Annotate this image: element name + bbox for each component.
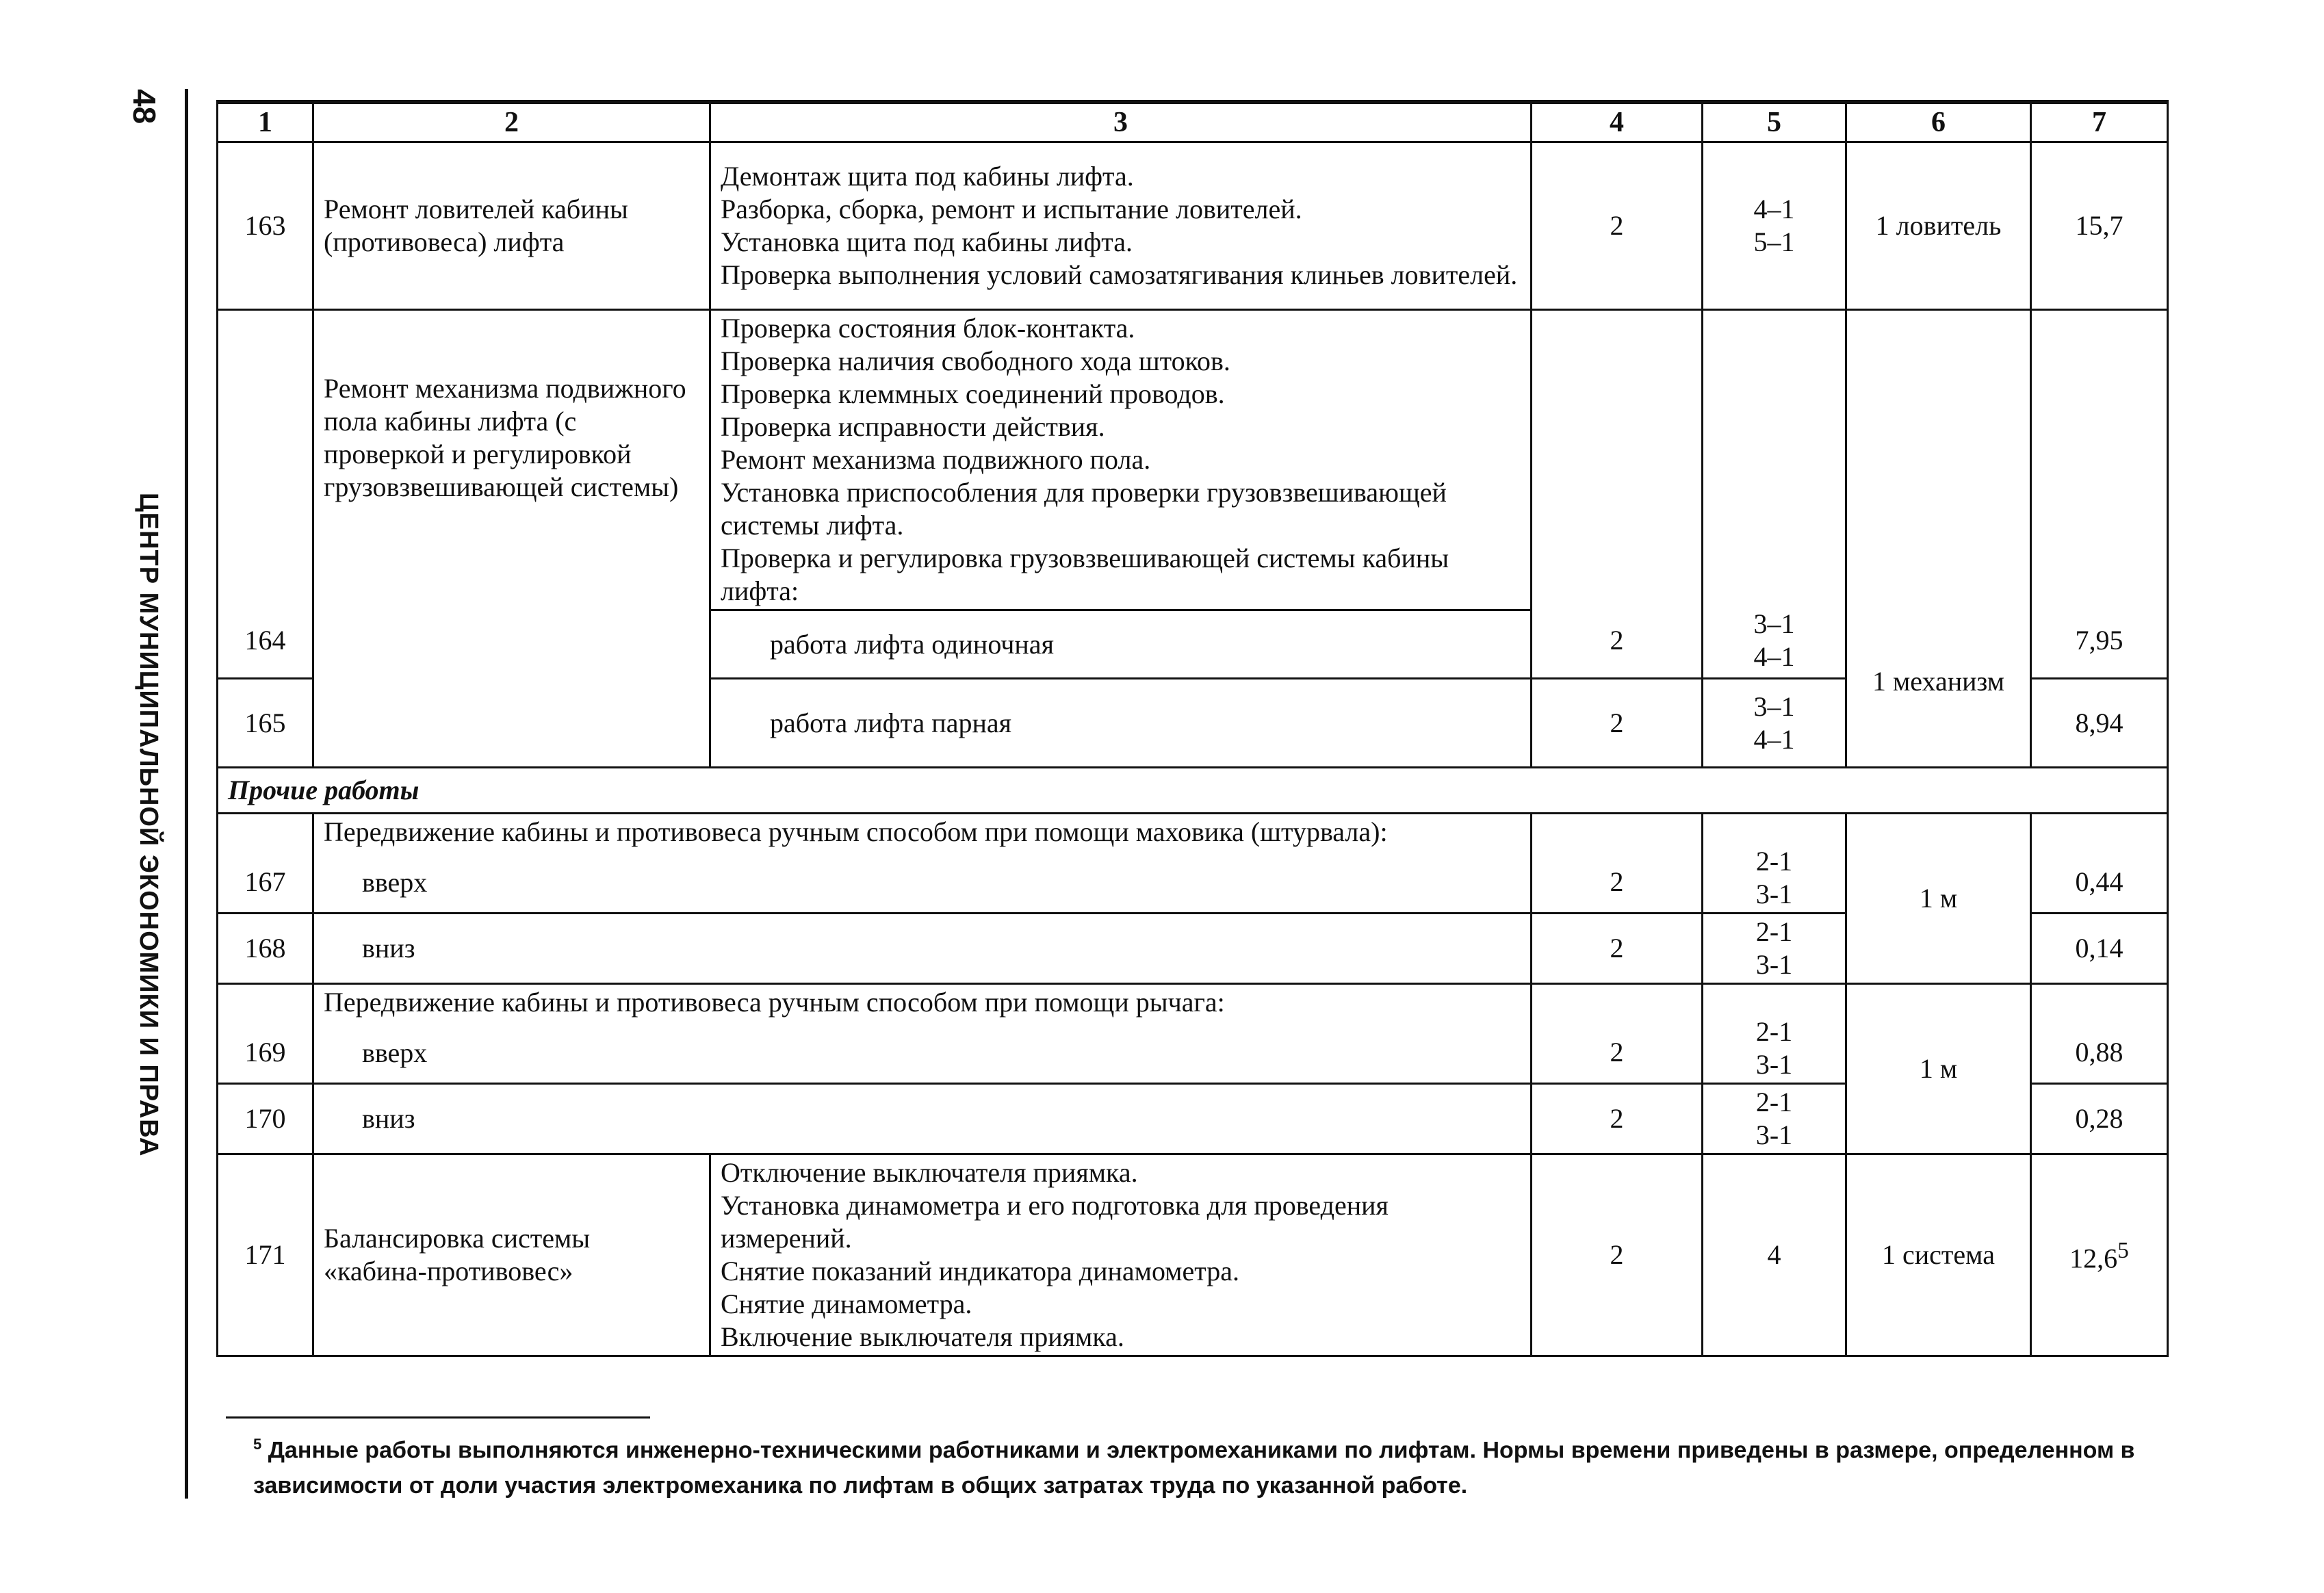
sub-operation: вверх — [313, 1024, 1532, 1084]
operation: Проверка и регулировка грузовзвешивающей системы кабины лифта: — [721, 543, 1449, 606]
norm-value: 15,7 — [2031, 142, 2168, 310]
operation: Демонтаж щита под кабины лифта. — [721, 161, 1134, 192]
row-number: 164 — [218, 310, 313, 679]
footnote-ref: 5 — [2117, 1238, 2129, 1264]
col-header-2: 2 — [313, 102, 710, 142]
col5-value — [1703, 310, 1846, 679]
operation: Снятие динамометра. — [721, 1288, 972, 1319]
operations-list — [710, 1154, 1532, 1356]
col5-value: 4 — [1703, 1154, 1846, 1356]
norm-value: 0,14 — [2031, 914, 2168, 984]
sub-operation: вниз — [313, 1084, 1532, 1154]
operation: Проверка наличия свободного хода штоков. — [721, 346, 1230, 376]
group-title: Передвижение кабины и противовеса ручным способом при помощи маховика (штурвала): — [313, 814, 1532, 853]
col5-value — [1703, 914, 1846, 984]
col4-value: 2 — [1532, 1154, 1703, 1356]
row-number: 168 — [218, 914, 313, 984]
norm-value: 7,95 — [2031, 310, 2168, 679]
norm-value: 8,94 — [2031, 679, 2168, 768]
col5-line: 2-1 — [1755, 1087, 1793, 1117]
col5-line: 2-1 — [1755, 846, 1793, 877]
operation: Установка динамометра и его подготовка для проведения измерений. — [721, 1190, 1389, 1254]
col4-value: 2 — [1532, 1084, 1703, 1154]
operations-list — [710, 310, 1532, 610]
table-row-171 — [218, 1154, 2168, 1356]
operation: Разборка, сборка, ремонт и испытание ловителей. — [721, 194, 1302, 224]
sub-operation: работа лифта одиночная — [710, 610, 1532, 679]
operation: Включение выключателя приямка. — [721, 1321, 1124, 1352]
col4-value: 2 — [1532, 679, 1703, 768]
footnote-mark: 5 — [253, 1436, 262, 1453]
col5-line: 3-1 — [1755, 1049, 1793, 1080]
work-name: Ремонт механизма подвижного пола кабины лифта (с проверкой и регулировкой грузовзвешивающей системы) — [313, 310, 710, 768]
row-number: 169 — [218, 984, 313, 1084]
sub-operation: вниз — [313, 914, 1532, 984]
group-title-row — [218, 984, 2168, 1024]
sub-operation: вверх — [313, 853, 1532, 914]
col-header-7: 7 — [2031, 102, 2168, 142]
sub-operation: работа лифта парная — [710, 679, 1532, 768]
col4-value: 2 — [1532, 984, 1703, 1084]
margin-rule — [185, 89, 188, 1499]
section-title: Прочие работы — [218, 768, 2168, 814]
col5-line: 2-1 — [1755, 1016, 1793, 1047]
norms-table — [216, 100, 2169, 1357]
col5-line: 3-1 — [1755, 1119, 1793, 1150]
col5-line: 3-1 — [1755, 949, 1793, 980]
col-header-3: 3 — [710, 102, 1532, 142]
operation: Установка приспособления для проверки грузовзвешивающей системы лифта. — [721, 477, 1447, 541]
unit: 1 механизм — [1846, 310, 2031, 768]
page-number: 48 — [127, 89, 162, 125]
row-number: 167 — [218, 814, 313, 914]
group-title: Передвижение кабины и противовеса ручным способом при помощи рычага: — [313, 984, 1532, 1024]
operation: Снятие показаний индикатора динамометра. — [721, 1256, 1239, 1286]
row-number: 170 — [218, 1084, 313, 1154]
col-header-1: 1 — [218, 102, 313, 142]
header-row — [218, 102, 2168, 142]
col5-line: 3-1 — [1755, 879, 1793, 909]
norm-value: 0,28 — [2031, 1084, 2168, 1154]
col-header-5: 5 — [1703, 102, 1846, 142]
operation: Отключение выключателя приямка. — [721, 1157, 1138, 1188]
table-row-164-ops — [218, 310, 2168, 610]
operation: Проверка клеммных соединений проводов. — [721, 378, 1225, 409]
col4-value: 2 — [1532, 814, 1703, 914]
operation: Проверка состояния блок-контакта. — [721, 313, 1135, 344]
norm-number: 12,6 — [2069, 1243, 2118, 1274]
col5-line: 5–1 — [1753, 226, 1795, 257]
norm-value: 0,44 — [2031, 814, 2168, 914]
col5-line: 4–1 — [1753, 194, 1795, 224]
group-title-row — [218, 814, 2168, 853]
work-name: Балансировка системы «кабина-противовес» — [313, 1154, 710, 1356]
operations-list — [710, 142, 1532, 310]
col5-line: 4–1 — [1753, 723, 1795, 755]
norm-value — [2031, 1154, 2168, 1356]
col5-value — [1703, 814, 1846, 914]
table-row-163 — [218, 142, 2168, 310]
col5-value — [1703, 984, 1846, 1084]
norm-value: 0,88 — [2031, 984, 2168, 1084]
col5-line: 4–1 — [1753, 641, 1795, 672]
col4-value: 2 — [1532, 914, 1703, 984]
section-row — [218, 768, 2168, 814]
unit: 1 м — [1846, 814, 2031, 984]
operation: Ремонт механизма подвижного пола. — [721, 444, 1151, 475]
col5-value — [1703, 142, 1846, 310]
col5-line: 3–1 — [1753, 608, 1795, 639]
col4-value: 2 — [1532, 142, 1703, 310]
operation: Проверка выполнения условий самозатягивания клиньев ловителей. — [721, 259, 1518, 290]
row-number: 165 — [218, 679, 313, 768]
footnote-rule — [226, 1416, 650, 1419]
col4-value: 2 — [1532, 310, 1703, 679]
row-number: 171 — [218, 1154, 313, 1356]
unit: 1 система — [1846, 1154, 2031, 1356]
unit: 1 м — [1846, 984, 2031, 1154]
unit: 1 ловитель — [1846, 142, 2031, 310]
side-title: ЦЕНТР МУНИЦИПАЛЬНОЙ ЭКОНОМИКИ И ПРАВА — [134, 493, 163, 1157]
col-header-4: 4 — [1532, 102, 1703, 142]
work-name: Ремонт ловителей кабины (противовеса) лифта — [313, 142, 710, 310]
col5-line: 2-1 — [1755, 916, 1793, 947]
footnote-text: Данные работы выполняются инженерно-техническими работниками и электромеханиками по лифтам. Нормы времени приведены в размере, определенном в зависимости от доли участия электромеханика по лифтам в общих затратах труда по указанной работе. — [253, 1437, 2135, 1499]
col5-value — [1703, 1084, 1846, 1154]
col5-line: 3–1 — [1753, 690, 1795, 722]
operation: Установка щита под кабины лифта. — [721, 226, 1133, 257]
row-number: 163 — [218, 142, 313, 310]
col-header-6: 6 — [1846, 102, 2031, 142]
footnote — [253, 1427, 2162, 1503]
operation: Проверка исправности действия. — [721, 411, 1105, 442]
col5-value — [1703, 679, 1846, 768]
